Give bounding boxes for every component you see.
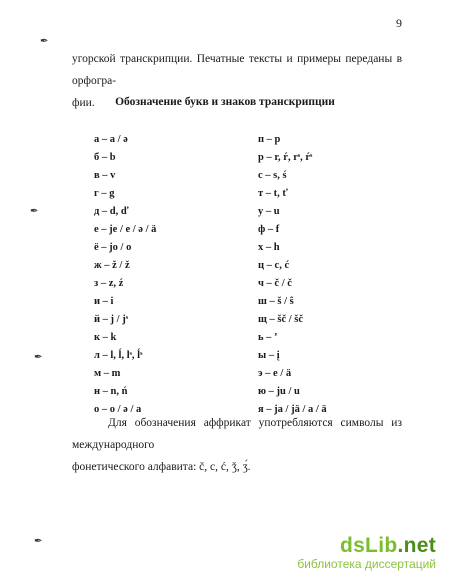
table-row <box>94 260 374 278</box>
cyrillic-letter-cell: з – z, ź <box>94 278 124 289</box>
table-row <box>94 188 374 206</box>
table-row <box>94 386 374 404</box>
table-row <box>94 368 374 386</box>
cyrillic-letter-cell: я – ja / jä / a / ä <box>258 404 327 415</box>
table-row <box>94 224 374 242</box>
cyrillic-letter-cell: п – p <box>258 134 281 145</box>
table-row <box>94 170 374 188</box>
cyrillic-letter-cell: м – m <box>94 368 121 379</box>
cyrillic-letter-cell: х – h <box>258 242 280 253</box>
page-number: 9 <box>396 16 402 30</box>
cyrillic-letter-cell: т – t, ť <box>258 188 288 199</box>
cyrillic-letter-cell: и – i <box>94 296 114 307</box>
table-row <box>94 350 374 368</box>
cyrillic-letter-cell: б – b <box>94 152 116 163</box>
cyrillic-letter-cell: о – o / ə / a <box>94 404 142 415</box>
cyrillic-letter-cell: н – n, ń <box>94 386 128 397</box>
cyrillic-letter-cell: е – je / e / ə / ä <box>94 224 157 235</box>
outro-paragraph <box>72 412 402 478</box>
intro-line-2: фии. <box>72 97 95 109</box>
cyrillic-letter-cell: л – l, ĺ, lˢ, ĺˢ <box>94 350 143 361</box>
cyrillic-letter-cell: й – j / jˢ <box>94 314 128 325</box>
side-mark-icon: ✒ <box>34 536 43 547</box>
section-heading: Обозначение букв и знаков транскрипции <box>115 96 335 108</box>
cyrillic-letter-cell: ш – š / ŝ <box>258 296 294 307</box>
outro-line-2: фонетического алфавита: č, c, ć, ǯ, ʒ́. <box>72 461 251 473</box>
cyrillic-letter-cell: к – k <box>94 332 117 343</box>
cyrillic-letter-cell: а – a / ə <box>94 134 128 145</box>
side-mark-icon: ✒ <box>30 206 39 217</box>
transcription-table <box>94 134 374 422</box>
table-row <box>94 152 374 170</box>
side-mark-icon: ✒ <box>40 36 49 47</box>
cyrillic-letter-cell: в – v <box>94 170 116 181</box>
cyrillic-letter-cell: ы – į <box>258 350 280 361</box>
table-row <box>94 242 374 260</box>
cyrillic-letter-cell: ф – f <box>258 224 280 235</box>
cyrillic-letter-cell: с – s, ś <box>258 170 287 181</box>
cyrillic-letter-cell: ю – ju / u <box>258 386 300 397</box>
cyrillic-letter-cell: р – r, ŕ, rˢ, ŕˢ <box>258 152 313 163</box>
cyrillic-letter-cell: д – d, ď <box>94 206 129 217</box>
watermark-subtitle: библиотека диссертаций <box>297 557 436 571</box>
cyrillic-letter-cell: ь – ʼ <box>258 332 278 343</box>
cyrillic-letter-cell: ч – č / č <box>258 278 292 289</box>
cyrillic-letter-cell: у – u <box>258 206 280 217</box>
outro-line-1: Для обозначения аффрикат употребляются символы из международного <box>72 417 402 451</box>
table-row <box>94 314 374 332</box>
table-row <box>94 206 374 224</box>
watermark <box>297 535 436 571</box>
side-mark-icon: ✒ <box>34 352 43 363</box>
cyrillic-letter-cell: э – e / ä <box>258 368 292 379</box>
table-row <box>94 332 374 350</box>
cyrillic-letter-cell: щ – šč / šč <box>258 314 304 325</box>
cyrillic-letter-cell: ё – jo / o <box>94 242 132 253</box>
table-row <box>94 296 374 314</box>
cyrillic-letter-cell: г – g <box>94 188 115 199</box>
table-row <box>94 278 374 296</box>
cyrillic-letter-cell: ц – c, ć <box>258 260 290 271</box>
cyrillic-letter-cell: ж – ž / ž <box>94 260 130 271</box>
table-row <box>94 134 374 152</box>
watermark-logo: dsLib.net <box>339 534 436 557</box>
intro-line-1: угорской транскрипции. Печатные тексты и примеры переданы в орфогра- <box>72 53 402 87</box>
